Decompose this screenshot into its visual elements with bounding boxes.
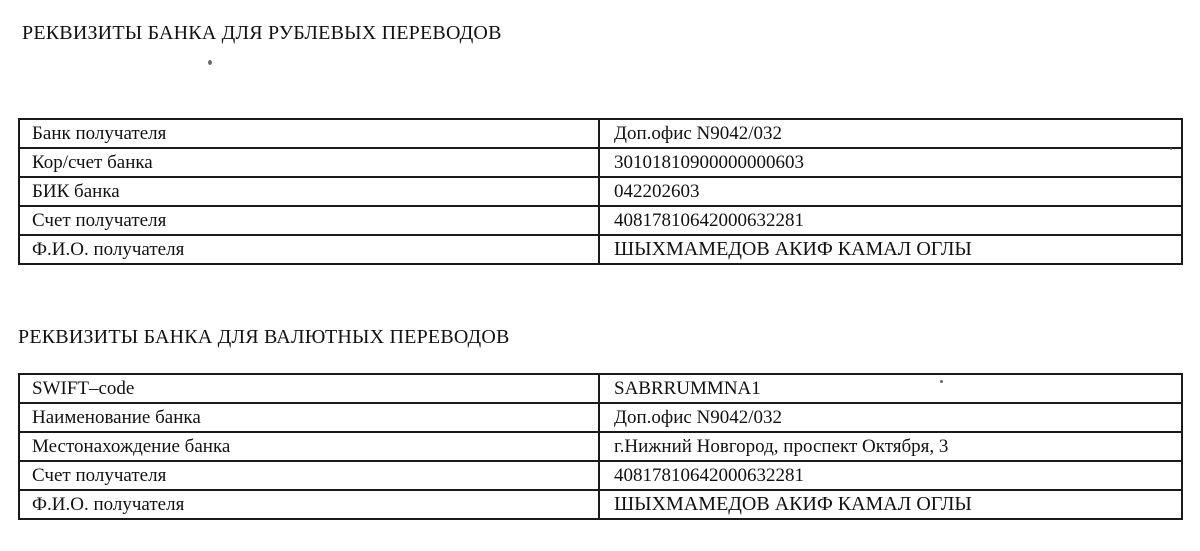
row-value: 30101810900000000603 — [599, 148, 1182, 177]
table-row — [19, 461, 1182, 490]
row-value: г.Нижний Новгород, проспект Октября, 3 — [599, 432, 1182, 461]
row-value: ШЫХМАМЕДОВ АКИФ КАМАЛ ОГЛЫ — [599, 235, 1182, 264]
table-row — [19, 119, 1182, 148]
row-label: Банк получателя — [19, 119, 599, 148]
val-requisites-table — [18, 373, 1183, 520]
row-value: SABRRUMMNA1 — [599, 374, 1182, 403]
scan-speck — [1170, 148, 1172, 150]
table-row — [19, 177, 1182, 206]
row-value: Доп.офис N9042/032 — [599, 119, 1182, 148]
table-row — [19, 403, 1182, 432]
row-label: Счет получателя — [19, 206, 599, 235]
val-section-title: РЕКВИЗИТЫ БАНКА ДЛЯ ВАЛЮТНЫХ ПЕРЕВОДОВ — [18, 326, 510, 348]
rub-requisites-table — [18, 118, 1183, 265]
scan-speck — [940, 380, 943, 383]
table-row — [19, 432, 1182, 461]
row-label: SWIFT–code — [19, 374, 599, 403]
row-label: Кор/счет банка — [19, 148, 599, 177]
row-label: Ф.И.О. получателя — [19, 235, 599, 264]
rub-section-title: РЕКВИЗИТЫ БАНКА ДЛЯ РУБЛЕВЫХ ПЕРЕВОДОВ — [22, 22, 502, 44]
row-value: 042202603 — [599, 177, 1182, 206]
row-value: ШЫХМАМЕДОВ АКИФ КАМАЛ ОГЛЫ — [599, 490, 1182, 519]
table-row — [19, 148, 1182, 177]
row-value: 40817810642000632281 — [599, 461, 1182, 490]
row-label: БИК банка — [19, 177, 599, 206]
row-label: Местонахождение банка — [19, 432, 599, 461]
row-label: Ф.И.О. получателя — [19, 490, 599, 519]
row-value: Доп.офис N9042/032 — [599, 403, 1182, 432]
row-label: Наименование банка — [19, 403, 599, 432]
scan-speck — [208, 60, 212, 65]
table-row — [19, 490, 1182, 519]
table-row — [19, 206, 1182, 235]
table-row — [19, 374, 1182, 403]
row-value: 40817810642000632281 — [599, 206, 1182, 235]
row-label: Счет получателя — [19, 461, 599, 490]
table-row — [19, 235, 1182, 264]
